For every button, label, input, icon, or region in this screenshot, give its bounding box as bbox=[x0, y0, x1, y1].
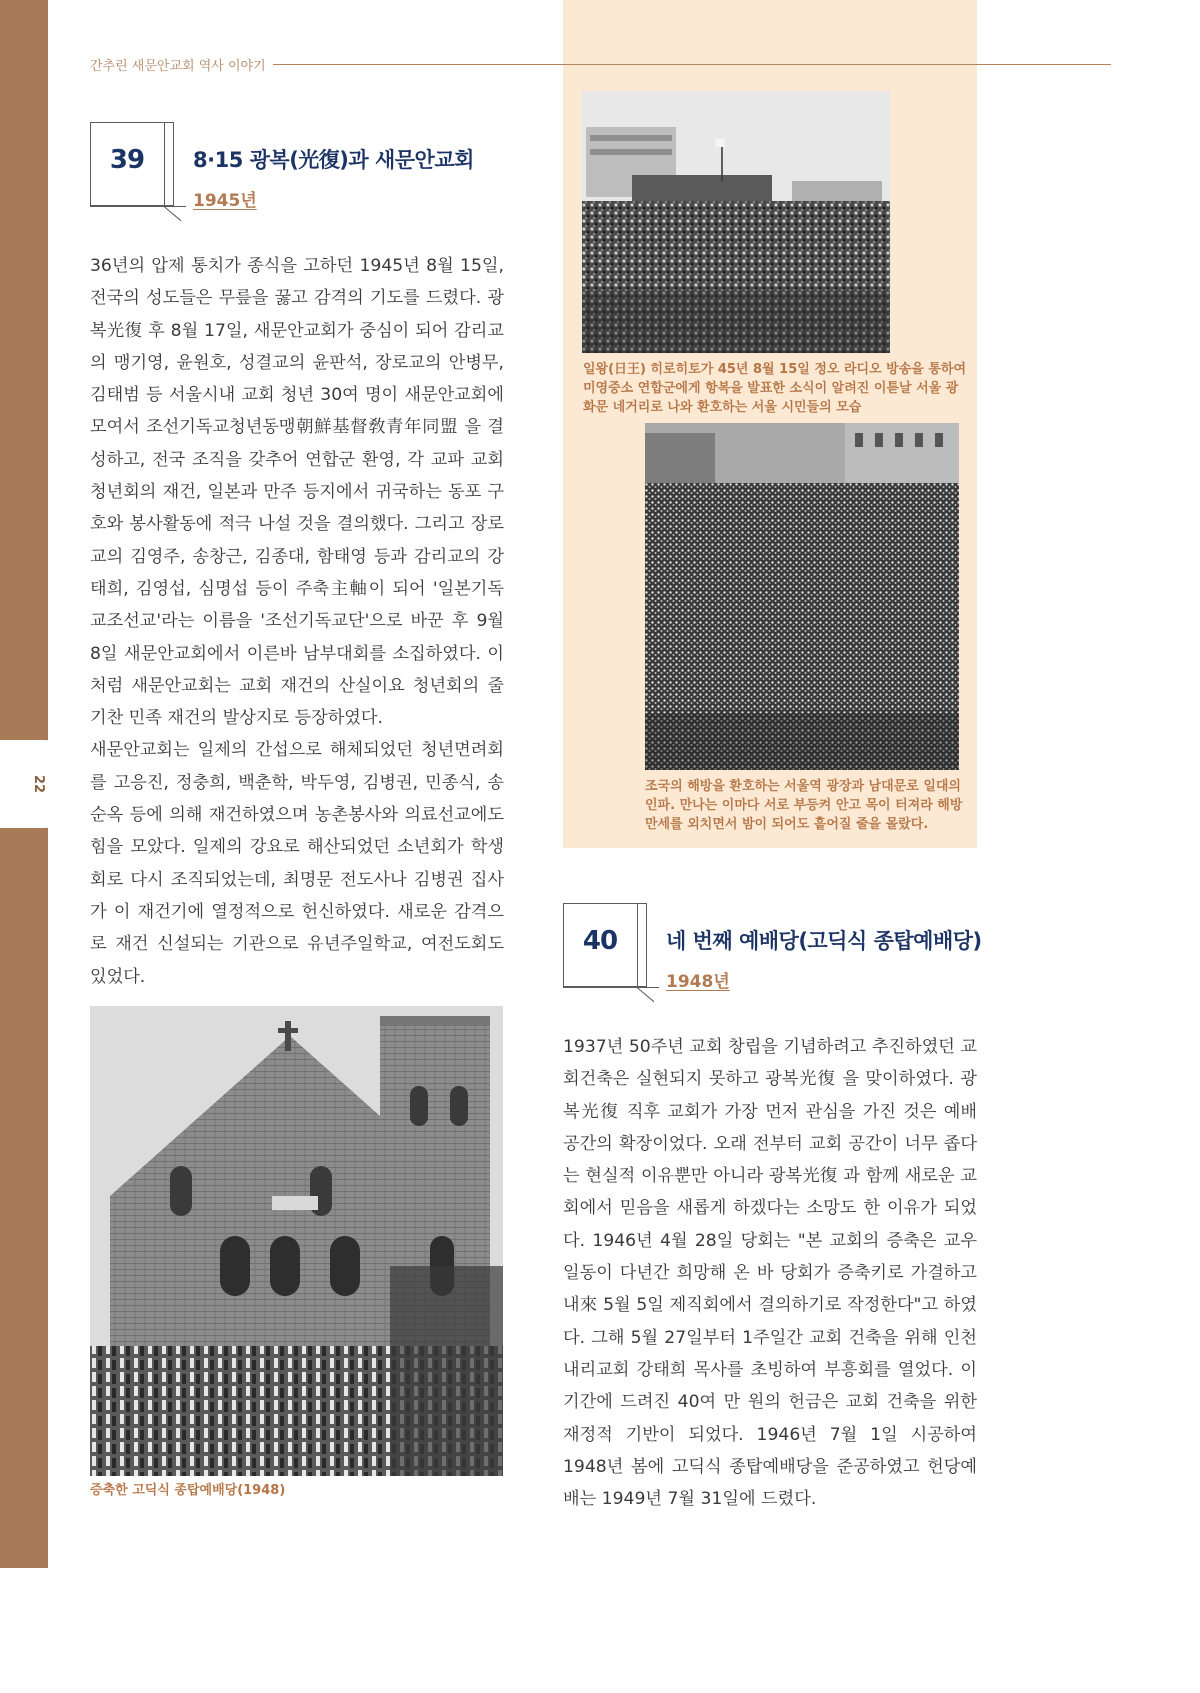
photo-gwanghwamun-caption: 일왕(日王) 히로히토가 45년 8월 15일 정오 라디오 방송을 통하여 미영중소 연합군에게 항복을 발표한 소식이 알려진 이튿날 서울 광화문 네거리로 나와 환호하는 서울 시민들의 모습 bbox=[583, 362, 967, 415]
section-40-body bbox=[563, 1031, 977, 1515]
photo-gothic-church bbox=[90, 1006, 503, 1476]
photo-seoul-station-crowd bbox=[645, 423, 959, 770]
running-header: 간추린 새문안교회 역사 이야기 bbox=[90, 59, 266, 74]
section-40-title: 네 번째 예배당(고딕식 종탑예배당) bbox=[666, 929, 982, 953]
photo-seoul-station-caption: 조국의 해방을 환호하는 서울역 광장과 남대문로 일대의 인파. 만나는 이마다 서로 부등켜 안고 목이 터져라 해방 만세를 외치면서 밤이 되어도 흩어질 줄을 몰랐다. bbox=[645, 779, 963, 832]
section-40-number: 40 bbox=[582, 926, 618, 956]
section-39-baseline bbox=[90, 206, 186, 207]
page-number: 22 bbox=[31, 774, 46, 794]
photo-gothic-church-caption: 증축한 고딕식 종탑예배당(1948) bbox=[90, 1483, 286, 1498]
section-40-baseline bbox=[563, 987, 659, 988]
section-39-number: 39 bbox=[109, 145, 145, 175]
section-39-paragraph-1: 36년의 압제 통치가 종식을 고하던 1945년 8월 15일, 전국의 성도들은 무릎을 꿇고 감격의 기도를 드렸다. 광복光復 후 8월 17일, 새문안교회가 중심이 되어 감리교의 맹기영, 윤원호, 성결교의 윤판석, 장로교의 안병무, 김태범 등 서울시내 교회 청년 30여 명이 새문안교회에 모여서 조선기독교청년동맹朝鮮基督敎青年同盟 을 결성하고, 전국 조직을 갖추어 연합군 환영, 각 교파 교회청년회의 재건, 일본과 만주 등지에서 귀국하는 동포 구호와 봉사활동에 적극 나설 것을 결의했다. 그리고 장로교의 김영주, 송창근, 김종대, 함태영 등과 감리교의 강태희, 김영섭, 심명섭 등이 주축主軸이 되어 '일본기독교조선교'라는 이름을 '조선기독교단'으로 바꾼 후 9월 8일 새문안교회에서 이른바 남부대회를 소집하였다. 이처럼 새문안교회는 교회 재건의 산실이요 청년회의 줄기찬 민족 재건의 발상지로 등장하였다. bbox=[90, 256, 504, 729]
section-40-paragraph: 1937년 50주년 교회 창립을 기념하려고 추진하였던 교회건축은 실현되지 못하고 광복光復 을 맞이하였다. 광복光復 직후 교회가 가장 먼저 관심을 가진 것은 예배 공간의 확장이었다. 오래 전부터 교회 공간이 너무 좁다는 현실적 이유뿐만 아니라 광복光復 과 함께 새로운 교회에서 믿음을 새롭게 하겠다는 소망도 한 이유가 되었다. 1946년 4월 28일 당회는 "본 교회의 증축은 교우 일동이 다년간 희망해 온 바 당회가 증축키로 가결하고 내來 5월 5일 제직회에서 결의하기로 작정한다"고 하였다. 그해 5월 27일부터 1주일간 교회 건축을 위해 인천 내리교회 강태희 목사를 초빙하여 부흥회를 열었다. 이 기간에 드려진 40여 만 원의 헌금은 교회 건축을 위한 재정적 기반이 되었다. 1946년 7월 1일 시공하여 1948년 봄에 고딕식 종탑예배당을 준공하였고 헌당예배는 1949년 7월 31일에 드렸다. bbox=[563, 1037, 977, 1510]
section-39-body bbox=[90, 250, 504, 993]
header-rule bbox=[273, 64, 1111, 65]
section-40-number-box bbox=[563, 903, 647, 987]
section-39-title: 8·15 광복(光復)과 새문안교회 bbox=[193, 148, 474, 172]
photo-gwanghwamun-crowd bbox=[582, 91, 890, 353]
section-39-paragraph-2: 새문안교회는 일제의 간섭으로 해체되었던 청년면려회를 고응진, 정충희, 백춘학, 박두영, 김병권, 민종식, 송순옥 등에 의해 재건하였으며 농촌봉사와 의료선교에도 힘을 모았다. 일제의 강요로 해산되었던 소년회가 학생회로 다시 조직되었는데, 최명문 전도사나 김병권 집사가 이 재건기에 열정적으로 헌신하였다. 새로운 감격으로 재건 신설되는 기관으로 유년주일학교, 여전도회도 있었다. bbox=[90, 740, 504, 987]
section-39-number-box bbox=[90, 122, 174, 206]
section-39-year: 1945년 bbox=[193, 191, 257, 211]
section-40-year: 1948년 bbox=[666, 972, 730, 992]
